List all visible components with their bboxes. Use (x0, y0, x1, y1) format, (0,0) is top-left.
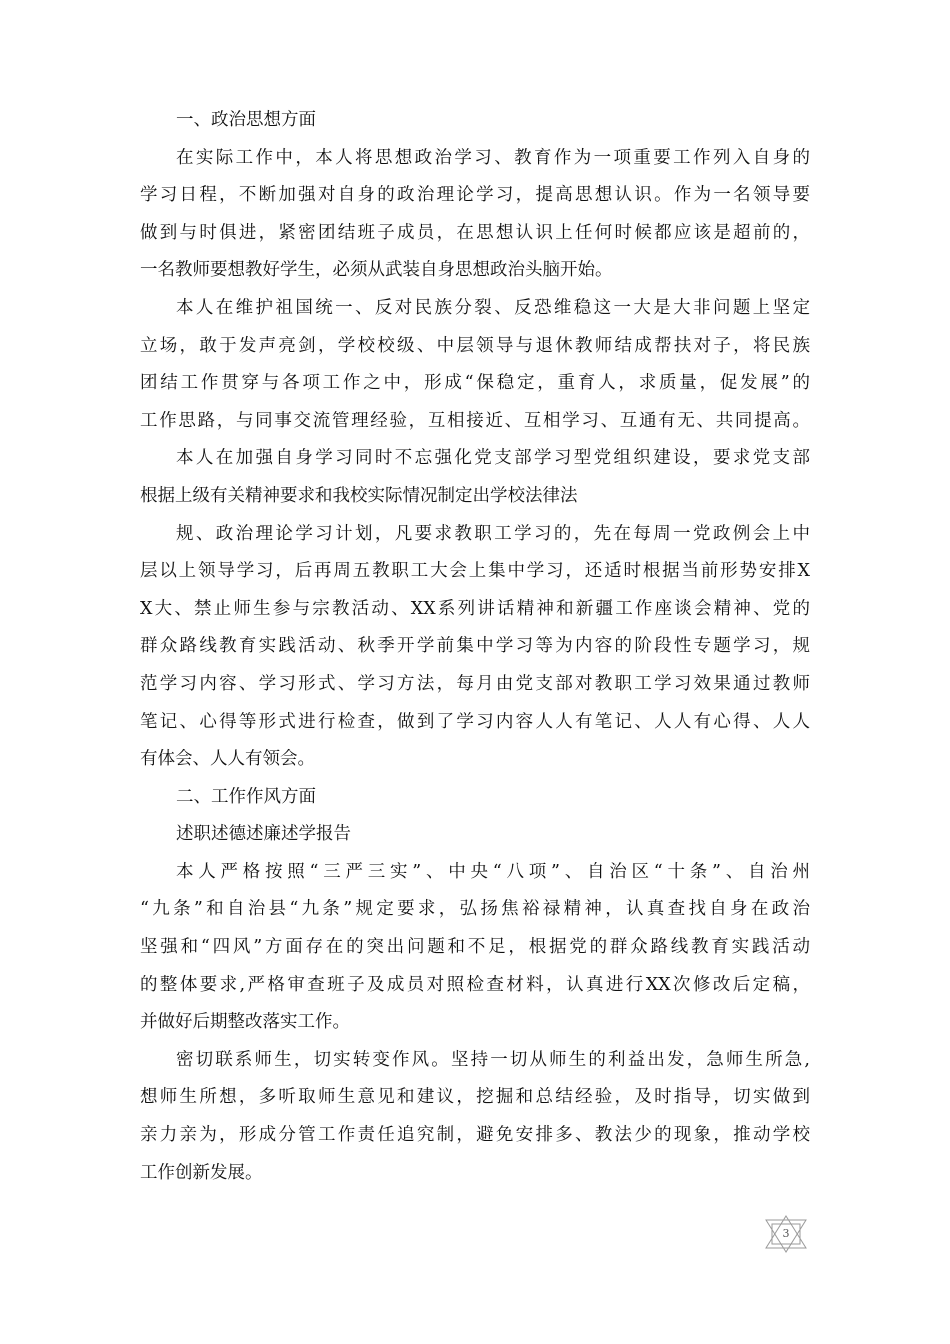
text-line: 学习日程，不断加强对自身的政治理论学习，提高思想认识。作为一名领导要 (140, 185, 810, 206)
text-line: 亲力亲为，形成分管工作责任追究制，避免安排多、教法少的现象，推动学校 (140, 1125, 810, 1146)
text-line: 坚强和“四风”方面存在的突出问题和不足，根据党的群众路线教育实践活动 (140, 937, 810, 958)
text-line: 本人在维护祖国统一、反对民族分裂、反恐维稳这一大是大非问题上坚定 (176, 297, 810, 318)
text-line: 团结工作贯穿与各项工作之中，形成“保稳定，重育人，求质量，促发展”的 (140, 373, 810, 394)
text-line: 立场，敢于发声亮剑，学校校级、中层领导与退休教师结成帮扶对子，将民族 (140, 335, 810, 356)
text-line: 层以上领导学习，后再周五教职工大会上集中学习，还适时根据当前形势安排X (140, 561, 810, 582)
text-line: 工作思路，与同事交流管理经验，互相接近、互相学习、互通有无、共同提高。 (140, 410, 810, 431)
document-body (140, 102, 810, 1192)
text-line: 有体会、人人有领会。 (140, 749, 315, 770)
text-line: 述职述德述廉述学报告 (176, 824, 351, 845)
page-number: 3 (782, 1227, 790, 1240)
text-line: “九条”和自治县“九条”规定要求，弘扬焦裕禄精神，认真查找自身在政治 (140, 899, 810, 920)
text-line: 想师生所想，多听取师生意见和建议，挖掘和总结经验，及时指导，切实做到 (140, 1087, 810, 1108)
text-line: 本人在加强自身学习同时不忘强化党支部学习型党组织建设，要求党支部 (176, 448, 810, 469)
text-line: 根据上级有关精神要求和我校实际情况制定出学校法律法 (140, 485, 578, 506)
page-number-badge (762, 1214, 810, 1254)
text-line: 范学习内容、学习形式、学习方法，每月由党支部对教职工学习效果通过教师 (140, 673, 810, 694)
text-line: 规、政治理论学习计划，凡要求教职工学习的，先在每周一党政例会上中 (176, 523, 810, 544)
text-line: 密切联系师生，切实转变作风。坚持一切从师生的利益出发，急师生所急, (176, 1049, 810, 1070)
text-line: 工作创新发展。 (140, 1162, 263, 1183)
text-line: 本人严格按照“三严三实”、中央“八项”、自治区“十条”、自治州 (176, 861, 810, 882)
text-line: 在实际工作中，本人将思想政治学习、教育作为一项重要工作列入自身的 (176, 147, 810, 168)
text-line: 一、政治思想方面 (176, 110, 316, 130)
text-line: 的整体要求,严格审查班子及成员对照检查材料，认真进行XX次修改后定稿， (140, 974, 810, 995)
text-line: 群众路线教育实践活动、秋季开学前集中学习等为内容的阶段性专题学习，规 (140, 636, 810, 657)
text-line: X大、禁止师生参与宗教活动、XX系列讲话精神和新疆工作座谈会精神、党的 (140, 598, 810, 619)
text-line: 并做好后期整改落实工作。 (140, 1012, 350, 1033)
text-line: 做到与时俱进，紧密团结班子成员，在思想认识上任何时候都应该是超前的， (140, 222, 810, 243)
text-line: 一名教师要想教好学生，必须从武装自身思想政治头脑开始。 (140, 260, 613, 281)
text-line: 二、工作作风方面 (176, 786, 316, 807)
text-line: 笔记、心得等形式进行检查，做到了学习内容人人有笔记、人人有心得、人人 (140, 711, 810, 732)
